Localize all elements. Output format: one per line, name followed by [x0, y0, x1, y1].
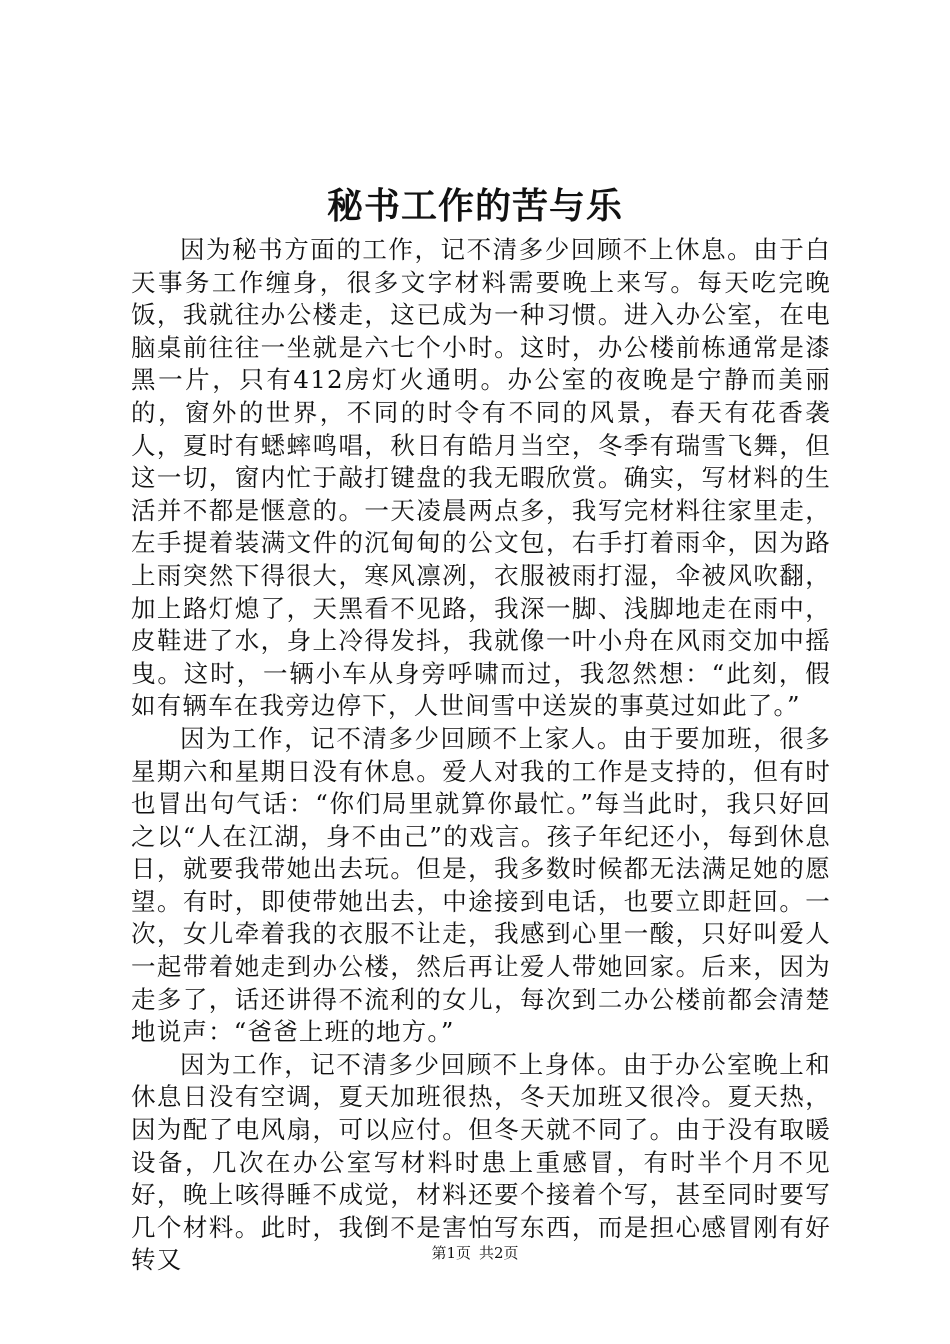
- paragraph-3: 因为工作，记不清多少回顾不上身体。由于办公室晚上和休息日没有空调，夏天加班很热，冬天加班又很冷。夏天热，因为配了电风扇，可以应付。但冬天就不同了。由于没有取暖设备，几次在办公室写材料时患上重感冒，有时半个月不见好，晚上咳得睡不成觉，材料还要个接着个写，甚至同时要写几个材料。此时，我倒不是害怕写东西，而是担心感冒刚有好转又: [131, 1049, 831, 1275]
- paragraph-1: 因为秘书方面的工作，记不清多少回顾不上休息。由于白天事务工作缠身，很多文字材料需要晚上来写。每天吃完晚饭，我就往办公楼走，这已成为一种习惯。进入办公室，在电脑桌前往往一坐就是六七个小时。这时，办公楼前栋通常是漆黑一片，只有412房灯火通明。办公室的夜晚是宁静而美丽的，窗外的世界，不同的时令有不同的风景，春天有花香袭人，夏时有蟋蟀鸣唱，秋日有皓月当空，冬季有瑞雪飞舞，但这一切，窗内忙于敲打键盘的我无暇欣赏。确实，写材料的生活并不都是惬意的。一天凌晨两点多，我写完材料往家里走，左手提着装满文件的沉甸甸的公文包，右手打着雨伞，因为路上雨突然下得很大，寒风凛冽，衣服被雨打湿，伞被风吹翻，加上路灯熄了，天黑看不见路，我深一脚、浅脚地走在雨中，皮鞋进了水，身上冷得发抖，我就像一叶小舟在风雨交加中摇曳。这时，一辆小车从身旁呼啸而过，我忽然想：“此刻，假如有辆车在我旁边停下，人世间雪中送炭的事莫过如此了。”: [131, 235, 831, 721]
- page-number: 第1页: [431, 1244, 471, 1262]
- page-total: 共2页: [479, 1244, 519, 1262]
- document-body: [131, 234, 831, 1277]
- document-title: 秘书工作的苦与乐: [326, 185, 623, 227]
- page-footer: [0, 1243, 950, 1263]
- paragraph-2: 因为工作，记不清多少回顾不上家人。由于要加班，很多星期六和星期日没有休息。爱人对我的工作是支持的，但有时也冒出句气话：“你们局里就算你最忙。”每当此时，我只好回之以“人在江湖，身不由己”的戏言。孩子年纪还小，每到休息日，就要我带她出去玩。但是，我多数时候都无法满足她的愿望。有时，即使带她出去，中途接到电话，也要立即赶回。一次，女儿牵着我的衣服不让走，我感到心里一酸，只好叫爱人一起带着她走到办公楼，然后再让爱人带她回家。后来，因为走多了，话还讲得不流利的女儿，每次到二办公楼前都会清楚地说声：“爸爸上班的地方。”: [131, 723, 831, 1047]
